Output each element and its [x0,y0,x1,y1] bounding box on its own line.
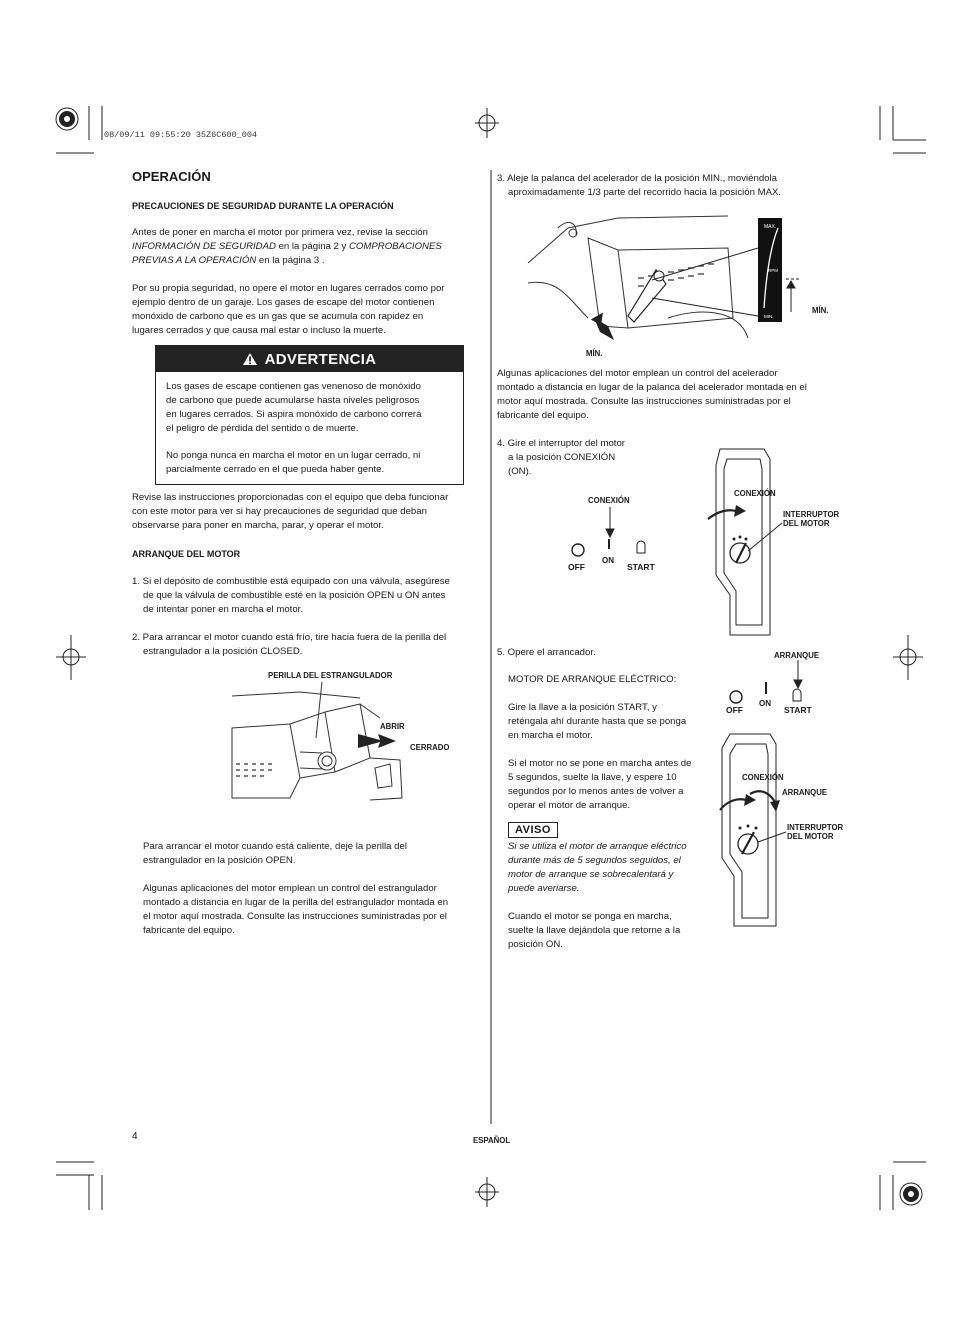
key-paragraph: Gire la llave a la posición START, y reténgala ahí durante hasta que se ponga en marcha el motor. [508,702,687,741]
switch1-start-label: START [627,562,655,572]
warning-title: ADVERTENCIA [264,350,377,368]
throttle-min-right-label: MÍN. [812,306,829,315]
notice-badge: AVISO [508,822,558,838]
crosshair-left [56,635,86,680]
throttle-min-left-label: MÍN. [586,349,603,358]
choke-figure [230,668,470,808]
warning-header [156,346,463,372]
language-label: ESPAÑOL [473,1136,511,1145]
remote-throttle-paragraph: Algunas aplicaciones del motor emplean un control del acelerador montado a distancia en lugar de la palanca del acelerador montada en el motor aquí mostrada. Consulte las instrucciones suministradas por el fabricante del equipo. [497,368,807,421]
choke-knob-label: PERILLA DEL ESTRANGULADOR [268,671,393,680]
crosshair-top-center [475,108,499,138]
switch2-arranque-label: ARRANQUE [782,788,828,797]
switch1-interruptor-label: INTERRUPTOR DEL MOTOR [783,510,840,528]
review-paragraph: Revise las instrucciones proporcionadas con el equipo que deba funcionar con este motor para ver si hay precauciones de seguridad que deban observarse para poner en marcha, parar, y operar el motor. [132,492,449,531]
choke-closed-label: CERRADO [410,743,450,752]
switch2-off-label: OFF [726,705,743,715]
switch2-conexion-label: CONEXIÓN [742,773,784,782]
step-5: 5. Opere el arrancador. [497,647,596,658]
warning-body: Los gases de escape contienen gas venenoso de monóxido de carbono que puede acumularse hasta niveles peligrosos en lugares cerrados. Si aspira monóxido de carbono correrá el peligro de pérdida del sentido o de muerte. No ponga nunca en marcha el motor en un lugar cerrado, ni parcialmente cerrado en el que pueda haber gente. [166,381,422,475]
registration-target-bottom-right [900,1183,922,1205]
ignition-switch-illustration-1 [560,445,860,640]
release-paragraph: Cuando el motor se ponga en marcha, suelte la llave dejándola que retorne a la posición ON. [508,911,681,950]
print-timestamp: 08/09/11 09:55:20 35Z6C600_004 [104,130,258,140]
step-2: 2. Para arrancar el motor cuando está frío, tire hacia fuera de la perilla del estrangulador a la posición CLOSED. [132,632,447,657]
remote-choke-paragraph: Algunas aplicaciones del motor emplean un control del estrangulador montado a distancia en lugar de la perilla del estrangulador montada en el motor aquí mostrada. Consulte las instrucciones suministradas por el fabricante del equipo. [143,883,449,936]
ignition-switch-figure-1 [560,445,860,640]
warm-start-paragraph: Para arrancar el motor cuando está caliente, deje la perilla del estrangulador en la posición OPEN. [143,841,407,866]
choke-open-label: ABRIR [380,722,405,731]
gauge-rpm-label: RPM [768,268,778,273]
no-start-paragraph: Si el motor no se pone en marcha antes de 5 segundos, suelte la llave, y espere 10 segundos por lo menos antes de volver a operar el motor de arranque. [508,758,692,811]
rotate-arrow-start-icon [770,800,780,812]
throttle-figure [528,208,848,363]
safety-paragraph: Por su propia seguridad, no opere el motor en lugares cerrados como por ejemplo dentro de un garaje. Los gases de escape del motor contienen monóxido de carbono que es un gas que se acumula con rapidez en lugares cerrados y que causa mal estar o incluso la muerte. [132,283,445,336]
switch1-conexion-label: CONEXIÓN [588,496,630,505]
page-number: 4 [132,1131,138,1142]
switch1-on-label: ON [602,556,614,565]
step-3: 3. Aleje la palanca del acelerador de la posición MIN., moviéndola aproximadamente 1/3 parte del recorrido hacia la posición MAX. [497,173,782,198]
switch2-on-label: ON [759,699,771,708]
safety-heading: PRECAUCIONES DE SEGURIDAD DURANTE LA OPERACIÓN [132,201,394,211]
electric-starter-heading: MOTOR DE ARRANQUE ELÉCTRICO: [508,674,677,685]
page-title: OPERACIÓN [132,169,211,184]
switch2-interruptor-label: INTERRUPTOR DEL MOTOR [787,823,844,841]
registration-target-top-left [56,108,78,130]
ignition-switch-figure-2 [720,648,870,930]
switch1-off-label: OFF [568,562,585,572]
warning-box [155,345,464,485]
crosshair-right [893,635,923,680]
choke-illustration [230,668,470,808]
throttle-illustration [528,208,848,363]
rotate-arrow-icon [734,505,746,517]
switch1-conexion2-label: CONEXIÓN [734,489,776,498]
start-heading: ARRANQUE DEL MOTOR [132,549,241,559]
pull-direction-arrow-icon [358,734,396,748]
switch2-arranque-top-label: ARRANQUE [774,651,820,660]
gauge-min-label: MIN. [764,314,774,319]
rotate-arrow-on-icon [744,794,756,806]
warning-triangle-icon [243,353,257,365]
switch2-start-label: START [784,705,812,715]
step-1: 1. Si el depósito de combustible está equipado con una válvula, asegúrese de que la válvula de combustible esté en la posición OPEN u ON antes de intentar poner en marcha el motor. [132,576,450,615]
step-4: 4. Gire el interruptor del motor a la posición CONEXIÓN (ON). [497,438,625,477]
notice-text: Si se utiliza el motor de arranque eléctrico durante más de 5 segundos seguidos, el motor de arranque se sobrecalentará y puede averiarse. [508,841,687,894]
gauge-max-label: MAX. [764,224,777,230]
intro-paragraph: Antes de poner en marcha el motor por primera vez, revise la sección INFORMACIÓN DE SEGURIDAD en la página 2 y COMPROBACIONES PREVIAS A LA OPERACIÓN en la página 3 . [132,227,442,266]
crosshair-bottom-center [475,1177,499,1207]
